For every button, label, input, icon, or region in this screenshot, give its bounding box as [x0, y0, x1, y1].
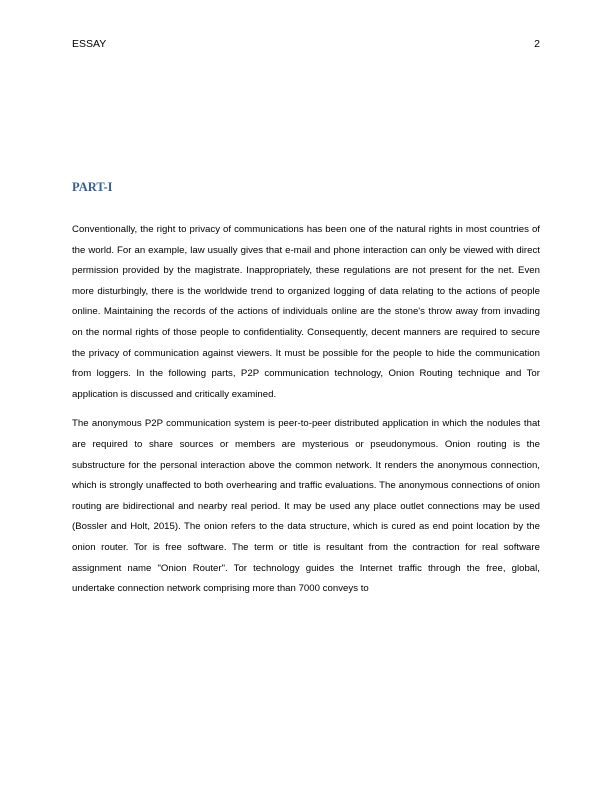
page-header [72, 37, 540, 51]
body-text [72, 220, 540, 609]
paragraph-2: The anonymous P2P communication system is peer-to-peer distributed application in which the nodules that are required to share sources or members are mysterious or pseudonymous. Onion routing is the substructure for the personal interaction above the common network. It renders the anonymous connection, which is strongly unaffected to both overhearing and traffic evaluations. The anonymous connections of onion routing are bidirectional and nearby real period. It may be used any place outlet connections may be used (Bossler and Holt, 2015). The onion refers to the data structure, which is cured as end point location by the onion router. Tor is free software. The term or title is resultant from the contraction for real software assignment name "Onion Router". Tor technology guides the Internet traffic through the free, global, undertake connection network comprising more than 7000 conveys to [72, 418, 540, 595]
section-heading: PART-I [72, 180, 113, 194]
running-title: ESSAY [72, 38, 107, 50]
page-number: 2 [534, 38, 540, 50]
paragraph-1: Conventionally, the right to privacy of communications has been one of the natural rights in most countries of the world. For an example, law usually gives that e-mail and phone interaction can only be viewed with direct permission provided by the magistrate. Inappropriately, these regulations are not present for the net. Even more disturbingly, there is the worldwide trend to organized logging of data relating to the actions of people online. Maintaining the records of the actions of individuals online are the stone's throw away from invading on the normal rights of those people to confidentiality. Consequently, decent manners are required to secure the privacy of communication against viewers. It must be possible for the people to hide the communication from loggers. In the following parts, P2P communication technology, Onion Routing technique and Tor application is discussed and critically examined. [72, 224, 540, 400]
